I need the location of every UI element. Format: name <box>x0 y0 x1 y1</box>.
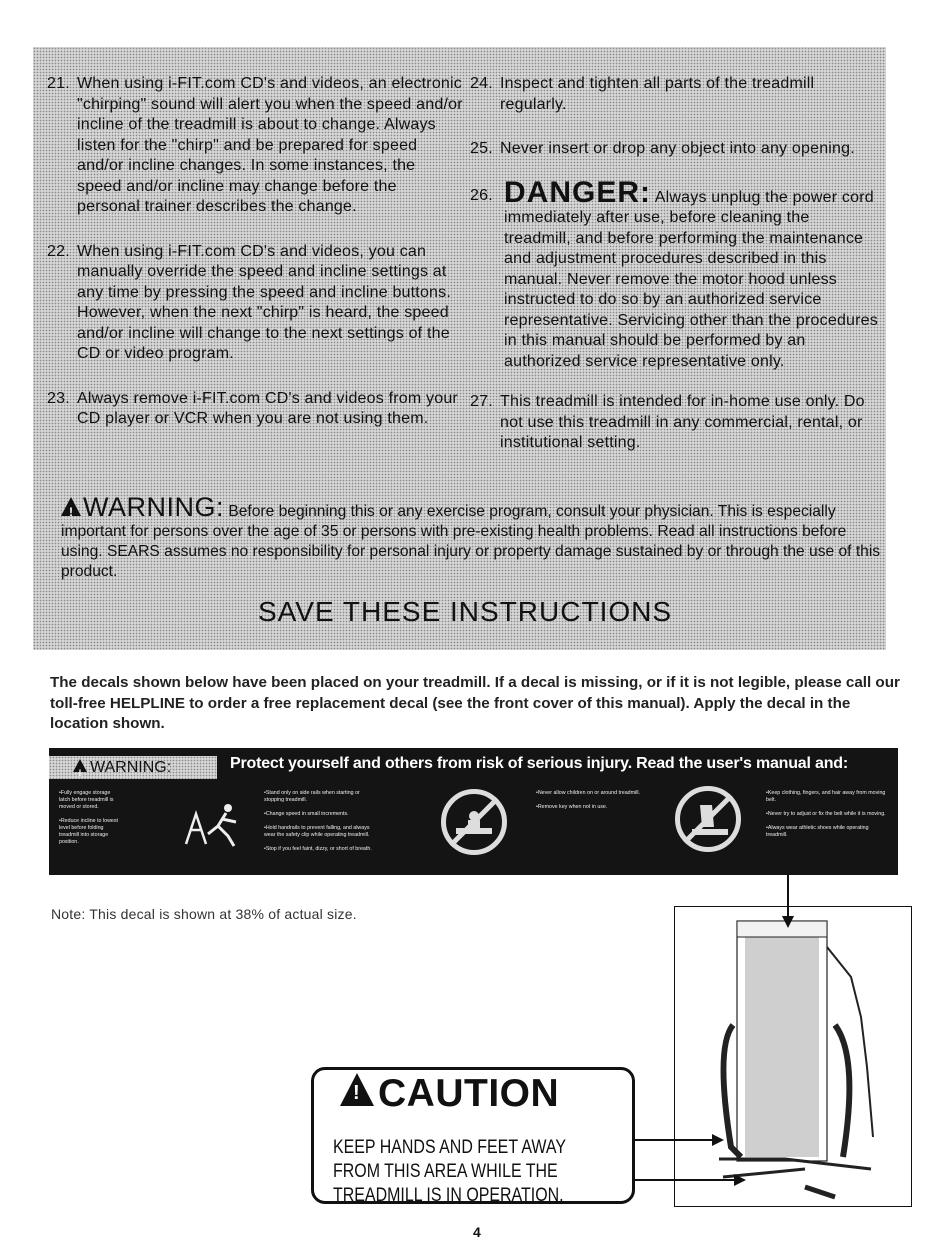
safety-instructions-panel <box>33 47 886 650</box>
item-number: 22. <box>47 242 70 260</box>
item-text: This treadmill is intended for in-home use only. Do not use this treadmill in any commercial, rental, or institutional setting. <box>500 393 865 451</box>
page-number: 4 <box>473 1224 481 1240</box>
item-text: Always unplug the power cord immediately after use, before cleaning the treadmill, and before performing the maintenance and adjustment procedures described in this manual. Never remove the motor hood unless instructed to do so by an authorized service representative. Servicing other than the procedures in this manual should be performed by an authorized service representative only. <box>504 188 878 370</box>
caution-message <box>333 1136 566 1208</box>
decal-bullet: • Stop if you feel faint, dizzy, or short of breath. <box>264 846 379 853</box>
list-item-26-danger <box>470 175 878 373</box>
caution-title-text: CAUTION <box>378 1072 560 1115</box>
warning-decal <box>49 748 898 875</box>
decal-tag-label: WARNING: <box>90 759 172 776</box>
decal-bullet: • Remove key when not in use. <box>536 804 641 811</box>
caution-decal <box>311 1067 635 1204</box>
danger-label: DANGER: <box>504 175 651 209</box>
decal-bullet: • Reduce incline to lowest level before folding treadmill into storage position. <box>59 818 121 846</box>
save-instructions-title: SAVE THESE INSTRUCTIONS <box>258 596 673 627</box>
left-column <box>47 74 463 454</box>
warning-triangle-icon <box>340 1073 374 1106</box>
caution-line: KEEP HANDS AND FEET AWAY <box>333 1137 566 1158</box>
decal-bullet: • Fully engage storage latch before treadmill is moved or stored. <box>59 790 121 811</box>
decal-header: Protect yourself and others from risk of serious injury. Read the user's manual and: <box>230 755 848 772</box>
list-item-21 <box>47 74 463 218</box>
right-column <box>470 74 878 478</box>
decal-size-note: Note: This decal is shown at 38% of actual size. <box>51 906 357 922</box>
item-number: 21. <box>47 75 70 92</box>
treadmill-icon <box>675 907 911 1206</box>
list-item-23 <box>47 389 463 430</box>
decal-column-2 <box>264 790 379 860</box>
decal-bullet: • Always wear athletic shoes while operating treadmill. <box>766 825 891 839</box>
decal-bullet: • Change speed in small increments. <box>264 811 379 818</box>
item-number: 24. <box>470 75 493 92</box>
warning-text: Before beginning this or any exercise program, consult your physician. This is especially important for persons over the age of 35 or persons with pre-existing health problems. Read all instructions before using. SEARS assumes no responsibility for personal injury or property damage sustained by or through the use of this product. <box>61 503 881 580</box>
decal-bullet: • Hold handrails to prevent falling, and always wear the safety clip while operating treadmill. <box>264 825 379 839</box>
warning-triangle-icon <box>73 759 87 772</box>
decal-intro-paragraph: The decals shown below have been placed on your treadmill. If a decal is missing, or if it is not legible, please call our toll-free HELPLINE to order a free replacement decal (see the front cover of this manual). Apply the decal in the location shown. <box>50 674 900 732</box>
item-text: Inspect and tighten all parts of the treadmill regularly. <box>500 75 815 113</box>
item-text: When using i-FIT.com CD's and videos, you can manually override the speed and incline settings at any time by pressing the speed and incline buttons. However, when the next "chirp" is heard, the speed and/or incline will change to the next settings of the CD or video program. <box>77 242 451 362</box>
item-text: When using i-FIT.com CD's and videos, an electronic "chirping" sound will alert you when the speed and/or incline of the treadmill is about to change. Always listen for the "chirp" and be prepared for speed and/or incline changes. In some instances, the speed and/or incline may change before the personal trainer describes the change. <box>77 75 463 215</box>
warning-triangle-icon <box>61 497 81 516</box>
list-item-27 <box>470 392 878 454</box>
item-number: 26. <box>470 186 493 204</box>
hand-on-belt-icon <box>690 799 730 841</box>
treadmill-diagram <box>674 906 912 1207</box>
item-number: 25. <box>470 140 493 157</box>
decal-column-4 <box>766 790 891 846</box>
item-text: Always remove i-FIT.com CD's and videos from your CD player or VCR when you are not using them. <box>77 389 458 427</box>
falling-person-icon <box>182 800 246 850</box>
prohibition-icon <box>441 789 507 855</box>
caution-title <box>340 1072 559 1116</box>
list-item-22 <box>47 242 463 365</box>
decal-column-1 <box>59 790 121 853</box>
child-on-treadmill-icon <box>454 808 494 838</box>
list-item-25 <box>470 139 878 160</box>
caution-line: TREADMILL IS IN OPERATION. <box>333 1185 564 1206</box>
item-number: 27. <box>470 393 493 410</box>
decal-warning-tag <box>49 756 217 779</box>
list-item-24 <box>470 74 878 115</box>
decal-bullet: • Stand only on side rails when starting or stopping treadmill. <box>264 790 379 804</box>
decal-bullet: • Never try to adjust or fix the belt while it is moving. <box>766 811 891 818</box>
decal-bullet: • Keep clothing, fingers, and hair away from moving belt. <box>766 790 891 804</box>
caution-line: FROM THIS AREA WHILE THE <box>333 1161 558 1182</box>
item-text: Never insert or drop any object into any opening. <box>500 140 855 157</box>
warning-label: WARNING: <box>83 492 224 522</box>
decal-column-3 <box>536 790 641 818</box>
prohibition-icon <box>675 786 741 852</box>
item-number: 23. <box>47 389 70 407</box>
warning-paragraph <box>61 492 887 582</box>
decal-bullet: • Never allow children on or around treadmill. <box>536 790 641 797</box>
